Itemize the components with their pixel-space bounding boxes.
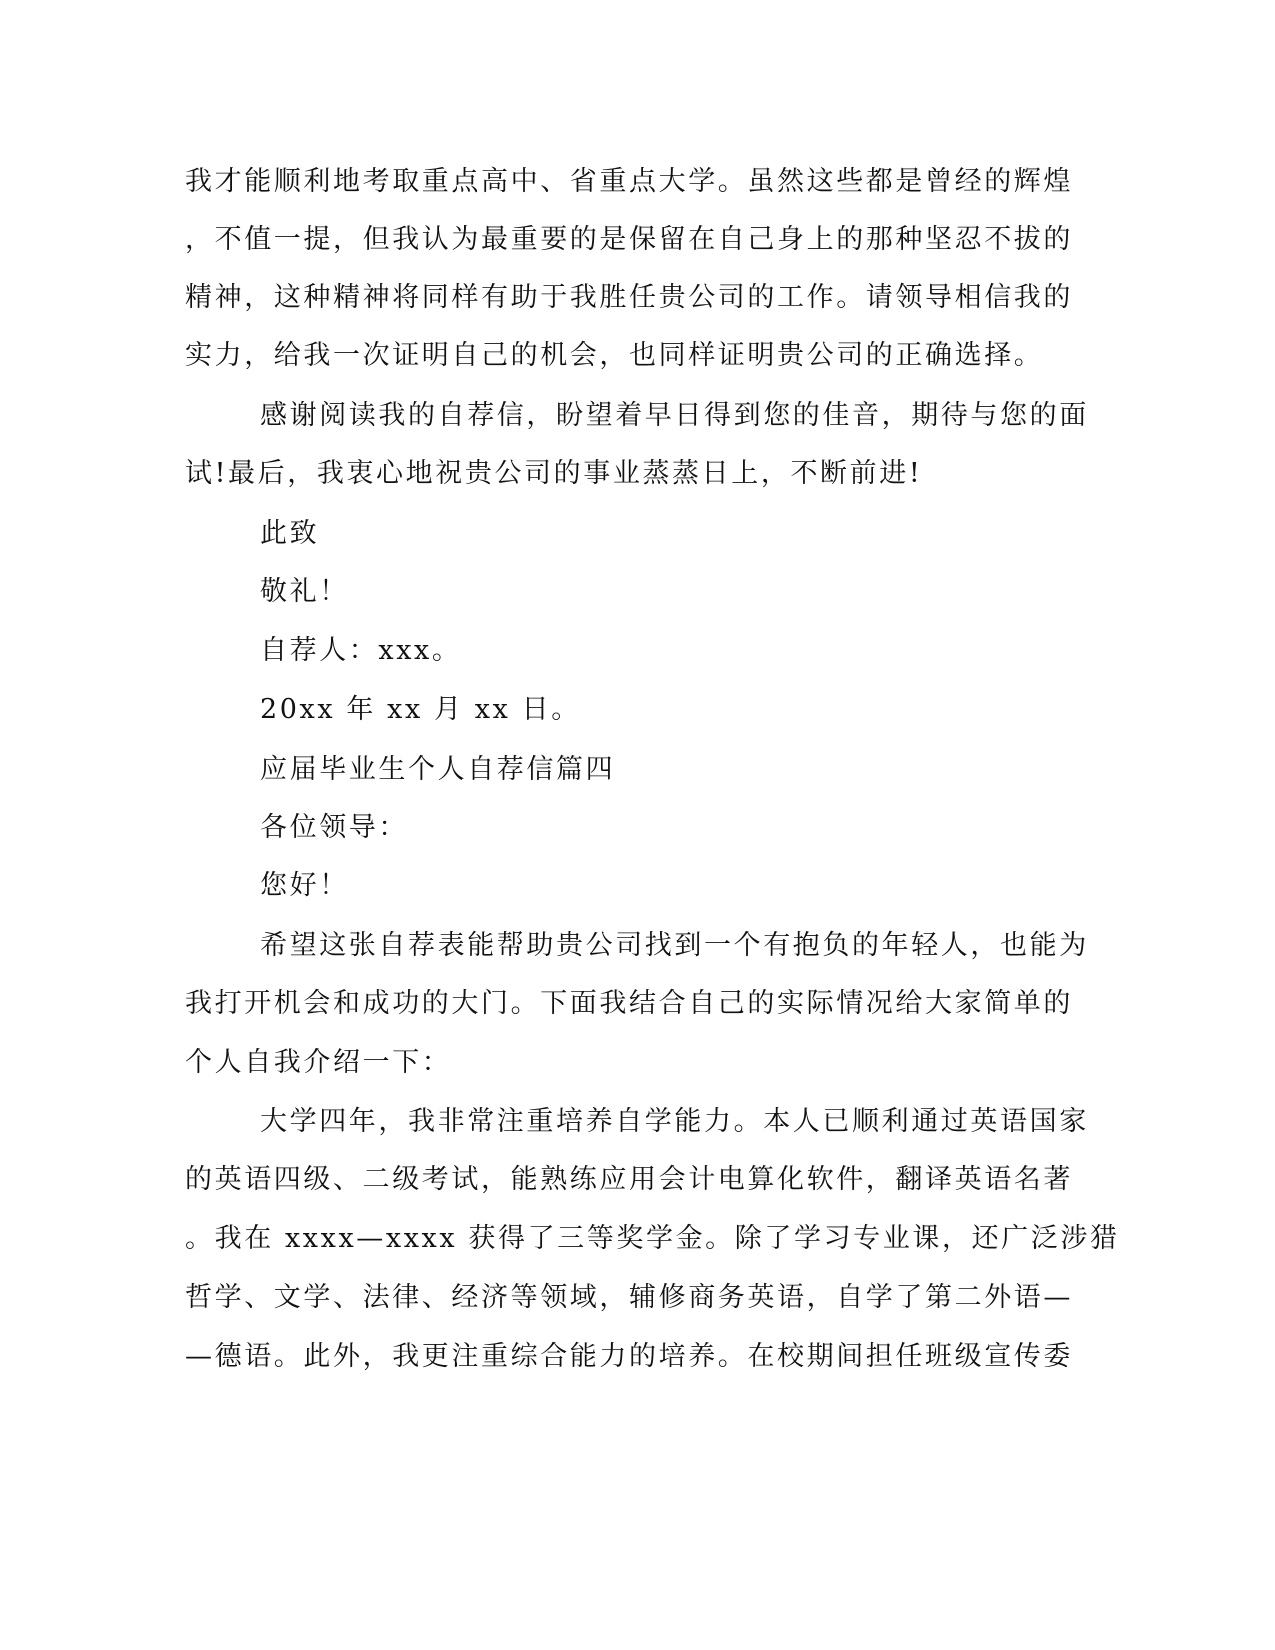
- paragraph-line: ，不值一提，但我认为最重要的是保留在自己身上的那种坚忍不拔的: [185, 224, 1073, 255]
- paragraph-line: 希望这张自荐表能帮助贵公司找到一个有抱负的年轻人，也能为: [260, 930, 1089, 961]
- paragraph-line: 个人自我介绍一下：: [185, 1047, 452, 1078]
- paragraph-line: 我打开机会和成功的大门。下面我结合自己的实际情况给大家简单的: [185, 988, 1073, 1019]
- paragraph-line: 精神，这种精神将同样有助于我胜任贵公司的工作。请领导相信我的: [185, 282, 1073, 313]
- greeting-line: 您好！: [260, 870, 349, 901]
- paragraph-line: 。我在 xxxx—xxxx 获得了三等奖学金。除了学习专业课，还广泛涉猎: [185, 1223, 1120, 1254]
- paragraph-line: 大学四年，我非常注重培养自学能力。本人已顺利通过英语国家: [260, 1106, 1089, 1137]
- greeting-line: 各位领导：: [260, 812, 408, 843]
- paragraph-line: 哲学、文学、法律、经济等领域，辅修商务英语，自学了第二外语—: [185, 1282, 1073, 1313]
- date-line: 20xx 年 xx 月 xx 日。: [260, 694, 581, 725]
- paragraph-line: 试!最后，我衷心地祝贵公司的事业蒸蒸日上，不断前进!: [185, 458, 923, 489]
- paragraph-line: 感谢阅读我的自荐信，盼望着早日得到您的佳音，期待与您的面: [260, 400, 1089, 431]
- salutation-line: 敬礼！: [260, 576, 349, 607]
- signature-line: 自荐人：xxx。: [260, 635, 462, 666]
- paragraph-line: 的英语四级、二级考试，能熟练应用会计电算化软件，翻译英语名著: [185, 1164, 1073, 1195]
- paragraph-line: —德语。此外，我更注重综合能力的培养。在校期间担任班级宣传委: [185, 1341, 1073, 1372]
- section-title: 应届毕业生个人自荐信篇四: [260, 754, 616, 785]
- paragraph-line: 实力，给我一次证明自己的机会，也同样证明贵公司的正确选择。: [185, 340, 1044, 371]
- paragraph-line: 我才能顺利地考取重点高中、省重点大学。虽然这些都是曾经的辉煌: [185, 166, 1073, 197]
- closing-line: 此致: [260, 518, 320, 549]
